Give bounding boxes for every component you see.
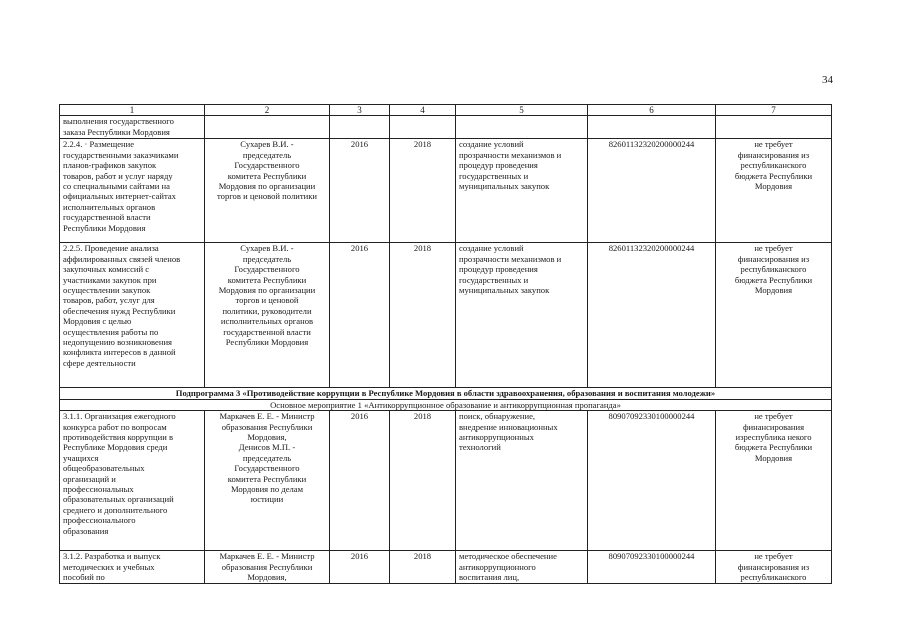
- text-line: торгов и ценовой: [235, 295, 299, 306]
- table-row: [60, 139, 832, 243]
- text-line: конкурса работ по вопросам: [63, 421, 167, 432]
- text-line: антикоррупционного: [459, 561, 536, 572]
- text-line: пособий по: [63, 572, 105, 583]
- text-line: Республике Мордовия среди: [63, 442, 168, 453]
- empty-cell: [588, 116, 716, 139]
- text-line: финансирования: [742, 421, 805, 432]
- executor-cell: [205, 243, 330, 388]
- text-line: муниципальных закупок: [459, 285, 550, 296]
- text-line: образования Республики: [221, 421, 313, 432]
- text-line: исполнительных органов: [220, 316, 314, 327]
- empty-cell: [716, 116, 832, 139]
- text-line: республиканского: [740, 572, 807, 583]
- table-row: [60, 411, 832, 551]
- text-line: Мордовия: [754, 181, 793, 192]
- text-line: товаров, работ и услуг наряду: [63, 170, 173, 181]
- text-line: Мордовия,: [247, 432, 287, 443]
- budget-code-cell: 80907092330100000244: [588, 411, 716, 551]
- text-line: технологий: [459, 442, 501, 453]
- text-line: 3.1.2. Разработка и выпуск: [63, 551, 161, 562]
- subprogram-title: Подпрограмма 3 «Противодействие коррупции в Республике Мордовия в области здравоохранения, образования и воспитания молодежи»: [60, 388, 832, 399]
- text-line: внедрение инновационных: [459, 421, 558, 432]
- header-cell: 3: [330, 105, 390, 116]
- end-year-cell: 2018: [390, 551, 456, 584]
- event-cell: [60, 551, 205, 584]
- end-year-cell: 2018: [390, 139, 456, 243]
- event-cell: [60, 139, 205, 243]
- event-cell: [60, 243, 205, 388]
- financing-cell: [716, 139, 832, 243]
- text-line: Государственного: [234, 264, 300, 275]
- text-line: поиск, обнаружение,: [459, 411, 536, 422]
- text-line: государственными заказчиками: [63, 149, 179, 160]
- text-line: процедур проведения: [459, 264, 538, 275]
- text-line: антикоррупционных: [459, 432, 534, 443]
- budget-code-cell: 80907092330100000244: [588, 551, 716, 584]
- text-line: организаций и: [63, 473, 116, 484]
- text-line: муниципальных закупок: [459, 181, 550, 192]
- text-line: участниками закупок при: [63, 274, 157, 285]
- text-line: Мордовия по организации: [218, 285, 316, 296]
- text-line: бюджета Республики: [734, 170, 813, 181]
- text-line: образования: [63, 525, 109, 536]
- text-line: изреспублика некого: [735, 432, 812, 443]
- text-line: Сухарев В.И. -: [240, 139, 294, 150]
- text-line: Мордовия по организации: [218, 181, 316, 192]
- continuation-row: [60, 116, 832, 139]
- text-line: Мордовия с целью: [63, 316, 132, 327]
- event-cell: [60, 411, 205, 551]
- text-line: Государственного: [234, 463, 300, 474]
- text-line: прозрачности механизмов и: [459, 149, 562, 160]
- header-cell: 2: [205, 105, 330, 116]
- text-line: исполнительных органов: [63, 201, 156, 212]
- text-line: 2.2.5. Проведение анализа: [63, 243, 159, 254]
- header-cell: 7: [716, 105, 832, 116]
- text-line: сфере деятельности: [63, 357, 136, 368]
- budget-code-cell: 82601132320200000244: [588, 243, 716, 388]
- text-line: государственных и: [459, 170, 529, 181]
- header-cell: 6: [588, 105, 716, 116]
- text-line: финансирования из: [737, 253, 810, 264]
- text-line: осуществления работы по: [63, 326, 159, 337]
- text-line: выполнения государственного: [63, 116, 174, 127]
- text-line: Маркачев Е. Е. - Министр: [219, 411, 315, 422]
- text-line: со специальными сайтами на: [63, 181, 170, 192]
- text-line: профессиональных: [63, 484, 134, 495]
- text-line: учащихся: [63, 452, 99, 463]
- header-cell: 5: [456, 105, 588, 116]
- text-line: комитета Республики: [227, 170, 307, 181]
- text-line: торгов и ценовой политики: [217, 191, 317, 202]
- empty-cell: [330, 116, 390, 139]
- continuation-cell: [60, 116, 205, 139]
- text-line: аффилированных связей членов: [63, 253, 181, 264]
- main-event-title: Основное мероприятие 1 «Антикоррупционное образование и антикоррупционная пропаганда»: [60, 399, 832, 410]
- text-line: не требует: [754, 411, 793, 422]
- start-year-cell: 2016: [330, 551, 390, 584]
- text-line: прозрачности механизмов и: [459, 253, 562, 264]
- text-line: Мордовия по делам: [230, 484, 304, 495]
- text-line: государственных и: [459, 274, 529, 285]
- text-line: 2.2.4. · Размещение: [63, 139, 135, 150]
- text-line: методических и учебных: [63, 561, 155, 572]
- financing-cell: [716, 551, 832, 584]
- text-line: общеобразовательных: [63, 463, 145, 474]
- text-line: Республики Мордовия: [63, 222, 146, 233]
- text-line: официальных интернет-сайтах: [63, 191, 176, 202]
- text-line: политики, руководители: [222, 305, 312, 316]
- executor-cell: [205, 551, 330, 584]
- text-line: планов-графиков закупок: [63, 160, 157, 171]
- text-line: не требует: [754, 243, 793, 254]
- text-line: Маркачев Е. Е. - Министр: [219, 551, 315, 562]
- budget-code-cell: 82601132320200000244: [588, 139, 716, 243]
- text-line: Мордовия: [754, 285, 793, 296]
- text-line: комитета Республики: [227, 274, 307, 285]
- empty-cell: [390, 116, 456, 139]
- text-line: финансирования из: [737, 149, 810, 160]
- text-line: Мордовия: [754, 452, 793, 463]
- start-year-cell: 2016: [330, 411, 390, 551]
- text-line: государственной власти: [223, 326, 311, 337]
- program-table: [59, 104, 832, 584]
- text-line: товаров, работ, услуг для: [63, 295, 155, 306]
- text-line: образовательных организаций: [63, 494, 174, 505]
- text-line: Денисов М.П. -: [238, 442, 296, 453]
- end-year-cell: 2018: [390, 243, 456, 388]
- text-line: процедур проведения: [459, 160, 538, 171]
- subprogram-row: [60, 388, 832, 399]
- header-cell: 1: [60, 105, 205, 116]
- financing-cell: [716, 411, 832, 551]
- text-line: противодействия коррупции в: [63, 432, 174, 443]
- header-cell: 4: [390, 105, 456, 116]
- financing-cell: [716, 243, 832, 388]
- text-line: не требует: [754, 139, 793, 150]
- text-line: методическое обеспечение: [459, 551, 557, 562]
- empty-cell: [456, 116, 588, 139]
- executor-cell: [205, 139, 330, 243]
- executor-cell: [205, 411, 330, 551]
- text-line: образования Республики: [221, 561, 313, 572]
- text-line: обеспечения нужд Республики: [63, 305, 176, 316]
- text-line: среднего и дополнительного: [63, 504, 168, 515]
- table-row: [60, 551, 832, 584]
- text-line: финансирования из: [737, 561, 810, 572]
- text-line: Государственного: [234, 160, 300, 171]
- text-line: бюджета Республики: [734, 274, 813, 285]
- text-line: Мордовия,: [247, 572, 287, 583]
- text-line: недопущению возникновения: [63, 337, 172, 348]
- text-line: конфликта интересов в данной: [63, 347, 176, 358]
- text-line: республиканского: [740, 160, 807, 171]
- header-row: [60, 105, 832, 116]
- text-line: заказа Республики Мордовия: [63, 126, 170, 137]
- start-year-cell: 2016: [330, 139, 390, 243]
- text-line: 3.1.1. Организация ежегодного: [63, 411, 176, 422]
- text-line: не требует: [754, 551, 793, 562]
- text-line: председатель: [242, 253, 292, 264]
- page-number: 34: [822, 74, 833, 86]
- result-cell: [456, 139, 588, 243]
- text-line: Сухарев В.И. -: [240, 243, 294, 254]
- text-line: создание условий: [459, 139, 524, 150]
- text-line: комитета Республики: [227, 473, 307, 484]
- text-line: председатель: [242, 452, 292, 463]
- start-year-cell: 2016: [330, 243, 390, 388]
- result-cell: [456, 411, 588, 551]
- end-year-cell: 2018: [390, 411, 456, 551]
- text-line: республиканского: [740, 264, 807, 275]
- empty-cell: [205, 116, 330, 139]
- result-cell: [456, 243, 588, 388]
- text-line: закупочных комиссий с: [63, 264, 150, 275]
- text-line: осуществлении закупок: [63, 285, 151, 296]
- text-line: Республики Мордовия: [225, 337, 309, 348]
- text-line: юстиции: [250, 494, 284, 505]
- text-line: воспитания лиц,: [459, 572, 520, 583]
- text-line: председатель: [242, 149, 292, 160]
- text-line: государственной власти: [63, 212, 151, 223]
- table-row: [60, 243, 832, 388]
- main-event-row: [60, 399, 832, 410]
- text-line: профессионального: [63, 515, 136, 526]
- text-line: бюджета Республики: [734, 442, 813, 453]
- text-line: создание условий: [459, 243, 524, 254]
- result-cell: [456, 551, 588, 584]
